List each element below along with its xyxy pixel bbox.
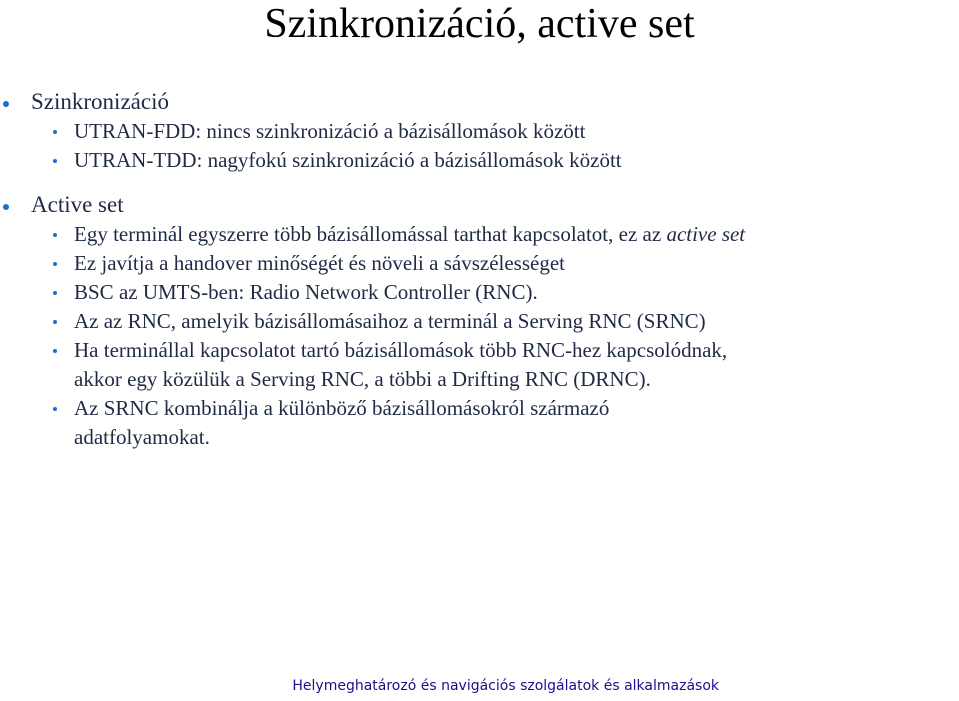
- bullet-level2: [0, 146, 959, 175]
- bullet-level2: [0, 394, 959, 423]
- list-item: Az az RNC, amelyik bázisállomásaihoz a terminál a Serving RNC (SRNC): [74, 309, 706, 333]
- bullet-level2: [0, 278, 959, 307]
- bullet-level1: [0, 87, 959, 117]
- list-item: Ez javítja a handover minőségét és növeli a sávszélességet: [74, 251, 565, 275]
- list-item-line: akkor egy közülük a Serving RNC, a többi a Drifting RNC (DRNC).: [74, 367, 651, 391]
- bullet-level1: [0, 190, 959, 220]
- bullet-level2-continuation: [0, 423, 959, 452]
- bullet-dot-icon: [3, 101, 9, 107]
- section-heading: Szinkronizáció: [31, 89, 169, 114]
- bullet-dot-icon: [53, 291, 57, 295]
- bullet-dot-icon: [53, 320, 57, 324]
- slide-footer: Helymeghatározó és navigációs szolgálatok és alkalmazások: [292, 678, 719, 694]
- slide-title: Szinkronizáció, active set: [264, 1, 695, 47]
- list-item-emphasis: active set: [666, 222, 746, 246]
- bullet-dot-icon: [53, 130, 57, 134]
- bullet-dot-icon: [53, 159, 57, 163]
- bullet-level2: [0, 220, 959, 249]
- section-active-set: [0, 190, 959, 452]
- bullet-level2: [0, 336, 959, 365]
- list-item-line: adatfolyamokat.: [74, 425, 210, 449]
- list-item-line: Az SRNC kombinálja a különböző bázisállomásokról származó: [74, 396, 610, 420]
- list-item: UTRAN-TDD: nagyfokú szinkronizáció a bázisállomások között: [74, 148, 622, 172]
- bullet-dot-icon: [53, 407, 57, 411]
- list-item-line: Ha terminállal kapcsolatot tartó bázisállomások több RNC-hez kapcsolódnak,: [74, 338, 728, 362]
- list-item-text: Egy terminál egyszerre több bázisállomással tarthat kapcsolatot, ez az: [74, 222, 667, 246]
- section-szinkronizacio: [0, 87, 959, 175]
- bullet-dot-icon: [53, 349, 57, 353]
- section-heading: Active set: [31, 192, 124, 217]
- bullet-level2: [0, 307, 959, 336]
- bullet-dot-icon: [3, 204, 9, 210]
- bullet-level2: [0, 249, 959, 278]
- bullet-dot-icon: [53, 262, 57, 266]
- list-item: UTRAN-FDD: nincs szinkronizáció a bázisállomások között: [74, 119, 586, 143]
- bullet-level2-continuation: [0, 365, 959, 394]
- bullet-dot-icon: [53, 233, 57, 237]
- bullet-level2: [0, 117, 959, 146]
- list-item: BSC az UMTS-ben: Radio Network Controller (RNC).: [74, 280, 538, 304]
